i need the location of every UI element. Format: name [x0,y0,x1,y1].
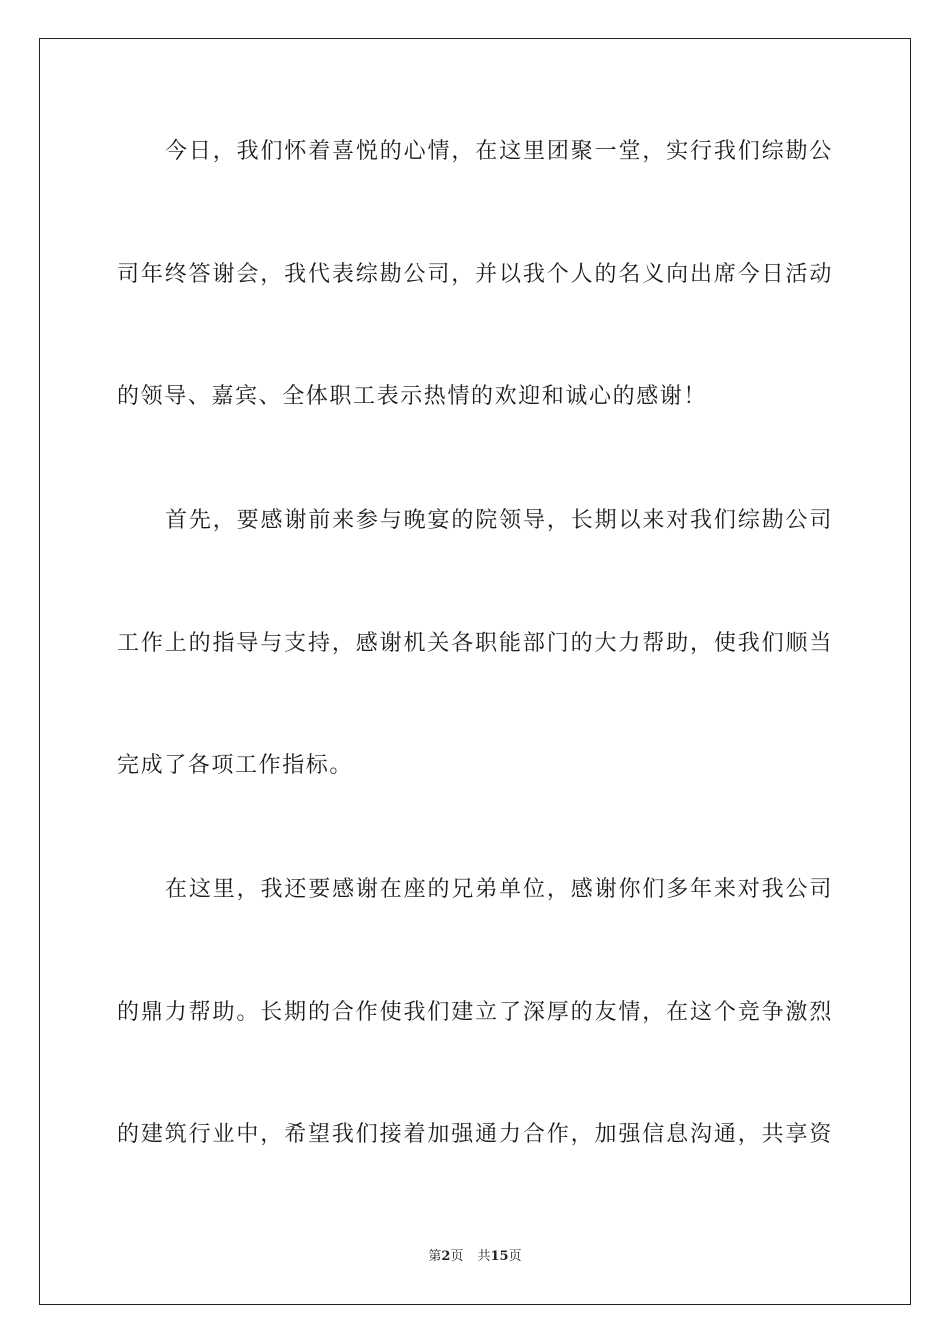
footer-total-unit: 页 [508,1249,522,1264]
footer-page-total: 15 [490,1249,509,1264]
footer-page-unit: 页 [450,1249,464,1264]
page-footer [0,1248,950,1266]
paragraph-3-line-2: 的鼎力帮助。长期的合作使我们建立了深厚的友情，在这个竞争激烈 [117,1000,833,1025]
footer-page-current: 2 [441,1249,451,1264]
paragraph-2-line-2: 工作上的指导与支持，感谢机关各职能部门的大力帮助，使我们顺当 [117,631,833,656]
paragraph-2-line-3: 完成了各项工作指标。 [117,753,354,778]
paragraph-3-line-3: 的建筑行业中，希望我们接着加强通力合作，加强信息沟通，共享资 [117,1122,833,1147]
paragraph-1-line-3: 的领导、嘉宾、全体职工表示热情的欢迎和诚心的感谢！ [117,384,708,409]
footer-page-prefix: 第 [428,1249,442,1264]
paragraph-3-line-1: 在这里，我还要感谢在座的兄弟单位，感谢你们多年来对我公司 [165,877,833,902]
paragraph-1-line-1: 今日，我们怀着喜悦的心情，在这里团聚一堂，实行我们综勘公 [165,139,833,164]
footer-total-prefix: 共 [477,1249,491,1264]
paragraph-1-line-2: 司年终答谢会，我代表综勘公司，并以我个人的名义向出席今日活动 [117,262,833,287]
paragraph-2-line-1: 首先，要感谢前来参与晚宴的院领导，长期以来对我们综勘公司 [165,508,833,533]
